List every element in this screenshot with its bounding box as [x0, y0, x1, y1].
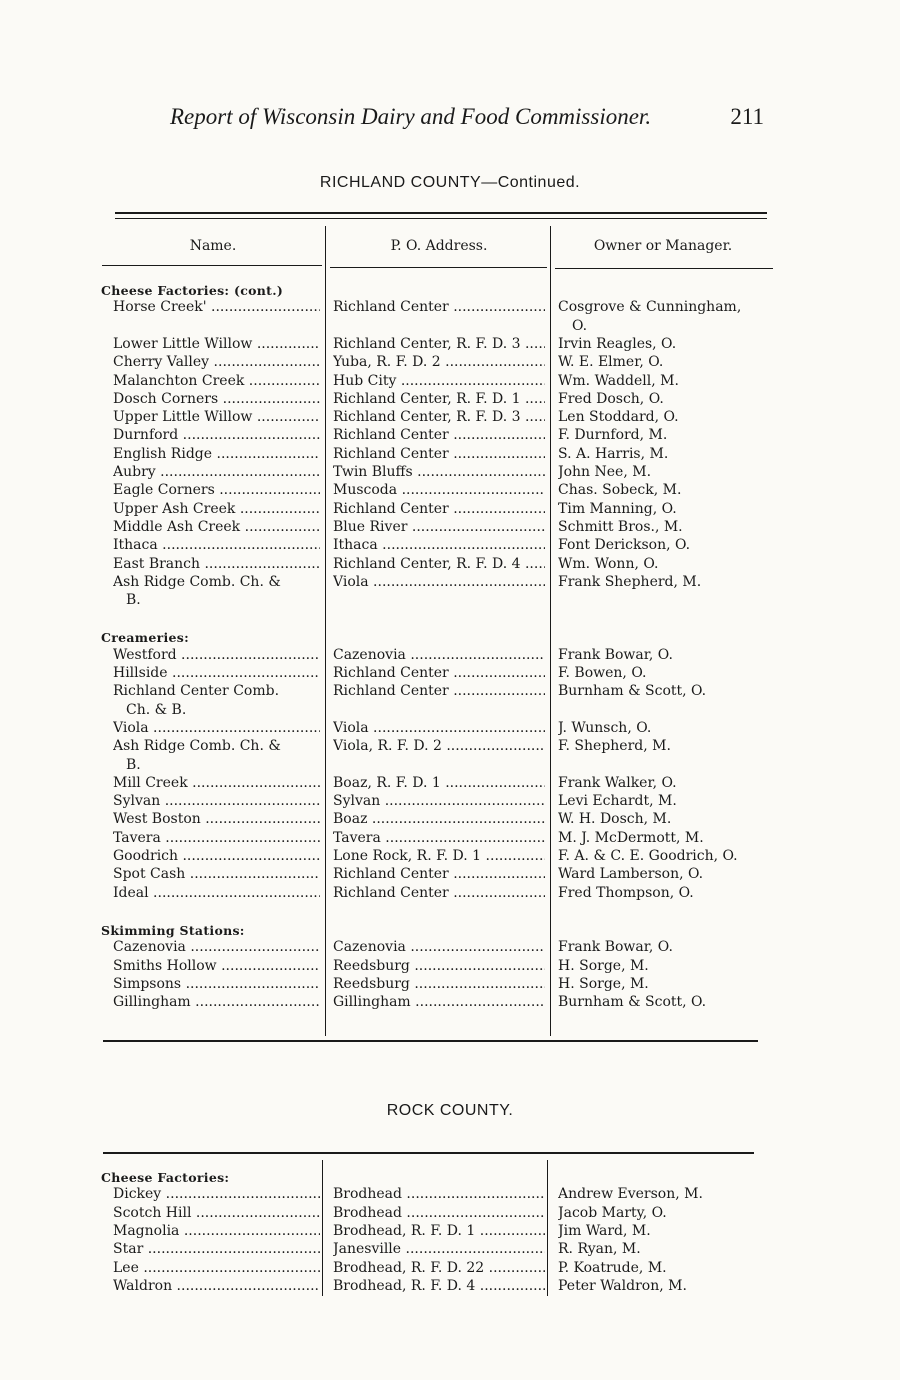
row-name: East Branch .....: [113, 556, 320, 572]
row-owner: Frank Bowar, O.: [558, 939, 673, 956]
row-name: Goodrich .....: [113, 848, 320, 864]
row-owner: Frank Bowar, O.: [558, 646, 673, 663]
row-name: Star .....: [113, 1241, 320, 1257]
row-address: Richland Center .....: [333, 446, 545, 462]
row-name: Ideal .....: [113, 885, 320, 901]
table-row: [0, 409, 900, 427]
row-name: Lower Little Willow .....: [113, 336, 320, 352]
row-name: Westford .....: [113, 647, 320, 663]
row-address: Viola .....: [333, 720, 545, 736]
header-underline-owner: [555, 268, 773, 269]
row-owner: Irvin Reagles, O.: [558, 335, 677, 352]
row-owner: Frank Walker, O.: [558, 774, 677, 791]
row-name: Waldron .....: [113, 1278, 320, 1294]
row-address: Yuba, R. F. D. 2 .....: [333, 354, 545, 370]
row-address: Sylvan .....: [333, 793, 545, 809]
row-name: Richland Center Comb.: [113, 683, 280, 700]
row-address: Blue River .....: [333, 519, 545, 535]
row-address: Hub City .....: [333, 373, 545, 389]
row-owner: Jim Ward, M.: [558, 1222, 651, 1239]
row-owner: H. Sorge, M.: [558, 957, 649, 974]
section-label: Creameries:: [101, 630, 190, 646]
row-name-continued: B.: [126, 592, 141, 609]
row-owner: Font Derickson, O.: [558, 537, 691, 554]
row-owner: Ward Lamberson, O.: [558, 866, 704, 883]
row-address: Lone Rock, R. F. D. 1 .....: [333, 848, 545, 864]
row-owner: John Nee, M.: [558, 464, 652, 480]
row-address: Reedsburg .....: [333, 976, 545, 992]
rock-county-title: ROCK COUNTY.: [386, 1102, 514, 1119]
row-name: Scotch Hill .....: [113, 1205, 320, 1221]
richland-bottom-rule: [103, 1040, 758, 1042]
row-address: Richland Center, R. F. D. 1 .....: [333, 391, 545, 407]
row-name: Ithaca .....: [113, 537, 320, 553]
row-address: Brodhead .....: [333, 1205, 545, 1221]
row-address: Tavera .....: [333, 830, 545, 846]
row-address: Cazenovia .....: [333, 939, 545, 955]
row-address: Richland Center, R. F. D. 4 .....: [333, 556, 545, 572]
table-row: [0, 373, 900, 391]
row-name: English Ridge .....: [113, 446, 320, 462]
row-address: Richland Center .....: [333, 866, 545, 882]
column-header-owner: Owner or Manager.: [593, 238, 733, 254]
report-title: Report of Wisconsin Dairy and Food Commissioner.: [170, 104, 652, 129]
row-address: Muscoda .....: [333, 482, 545, 498]
row-name: Sylvan .....: [113, 793, 320, 809]
row-address: Richland Center, R. F. D. 3 .....: [333, 409, 545, 425]
table-row: [0, 391, 900, 409]
row-name: Aubry .....: [113, 464, 320, 480]
row-name: Middle Ash Creek .....: [113, 519, 320, 535]
row-owner: W. H. Dosch, M.: [558, 811, 672, 828]
row-address: Reedsburg .....: [333, 958, 545, 974]
row-address: Brodhead, R. F. D. 1 .....: [333, 1223, 545, 1239]
row-owner: Len Stoddard, O.: [558, 409, 679, 426]
table-row: [0, 793, 900, 811]
table-row: [0, 519, 900, 537]
row-address: Richland Center .....: [333, 427, 545, 443]
row-name: Cazenovia .....: [113, 939, 320, 955]
rock-top-rule: [103, 1152, 754, 1154]
row-owner: M. J. McDermott, M.: [558, 829, 704, 846]
row-owner: Burnham & Scott, O.: [558, 994, 707, 1011]
row-address: Richland Center .....: [333, 299, 545, 315]
row-owner: Frank Shepherd, M.: [558, 573, 702, 590]
table-row: [0, 482, 900, 500]
row-name: Gillingham .....: [113, 994, 320, 1010]
row-owner: Andrew Everson, M.: [558, 1186, 703, 1203]
row-owner: Peter Waldron, M.: [558, 1277, 687, 1294]
row-name: Malanchton Creek .....: [113, 373, 320, 389]
running-header: [170, 104, 770, 130]
table-row: [0, 775, 900, 793]
row-address: Cazenovia .....: [333, 647, 545, 663]
table-row: [0, 994, 900, 1012]
table-row: [0, 939, 900, 957]
row-address: Boaz .....: [333, 811, 545, 827]
table-row: [0, 556, 900, 574]
row-address: Richland Center .....: [333, 683, 545, 699]
table-row: [0, 336, 900, 354]
row-owner: S. A. Harris, M.: [558, 445, 669, 462]
row-owner: P. Koatrude, M.: [558, 1259, 667, 1276]
row-name: Hillside .....: [113, 665, 320, 681]
table-row: [0, 1260, 900, 1278]
table-row: [0, 537, 900, 555]
row-name: Cherry Valley .....: [113, 354, 320, 370]
table-row: [0, 683, 900, 701]
row-address: Twin Bluffs .....: [333, 464, 545, 480]
row-name: Upper Little Willow .....: [113, 409, 320, 425]
table-row: [0, 427, 900, 445]
row-owner: F. Bowen, O.: [558, 665, 647, 681]
table-row: [0, 574, 900, 592]
row-name: Eagle Corners .....: [113, 482, 320, 498]
row-owner: Wm. Wonn, O.: [558, 555, 659, 572]
row-owner: Jacob Marty, O.: [558, 1204, 667, 1221]
table-row: [0, 446, 900, 464]
row-owner: H. Sorge, M.: [558, 975, 649, 992]
page-number: 211: [730, 104, 764, 129]
row-name: Horse Creek' .....: [113, 299, 320, 315]
row-owner: F. Shepherd, M.: [558, 738, 671, 755]
row-address: Gillingham .....: [333, 994, 545, 1010]
row-owner: Wm. Waddell, M.: [558, 372, 679, 389]
table-row: [0, 866, 900, 884]
row-address: Viola .....: [333, 574, 545, 590]
table-row: [0, 501, 900, 519]
row-owner: F. Durnford, M.: [558, 427, 668, 444]
table-row: [0, 647, 900, 665]
table-row: [0, 885, 900, 903]
row-owner: R. Ryan, M.: [558, 1241, 641, 1258]
row-name: Dosch Corners .....: [113, 391, 320, 407]
row-name: Upper Ash Creek .....: [113, 501, 320, 517]
row-name: Dickey .....: [113, 1186, 320, 1202]
row-owner: Schmitt Bros., M.: [558, 518, 683, 535]
row-owner: Levi Echardt, M.: [558, 793, 677, 810]
table-row: [0, 1223, 900, 1241]
table-row: [0, 1278, 900, 1296]
row-address: Boaz, R. F. D. 1 .....: [333, 775, 545, 791]
row-address: Richland Center .....: [333, 501, 545, 517]
row-address: Brodhead, R. F. D. 4 .....: [333, 1278, 545, 1294]
row-address: Ithaca .....: [333, 537, 545, 553]
row-owner: Fred Thompson, O.: [558, 884, 694, 901]
row-owner: Tim Manning, O.: [558, 500, 677, 517]
table-row: [0, 848, 900, 866]
row-address: Brodhead .....: [333, 1186, 545, 1202]
table-row: [0, 830, 900, 848]
row-address: Janesville .....: [333, 1241, 545, 1257]
table-row: [0, 976, 900, 994]
top-double-rule-2: [115, 218, 767, 219]
table-row: [0, 1205, 900, 1223]
table-row: [0, 1241, 900, 1259]
row-name: West Boston .....: [113, 811, 320, 827]
column-header-address: P. O. Address.: [390, 238, 488, 254]
row-name: Lee .....: [113, 1260, 320, 1276]
table-row: [0, 665, 900, 683]
row-owner-continued: O.: [572, 317, 588, 334]
row-owner: F. A. & C. E. Goodrich, O.: [558, 848, 738, 864]
table-row: [0, 464, 900, 482]
header-underline-name: [102, 265, 322, 266]
row-name: Ash Ridge Comb. Ch. &: [113, 738, 281, 755]
section-label: Cheese Factories: (cont.): [101, 283, 284, 298]
row-address: Richland Center, R. F. D. 3 .....: [333, 336, 545, 352]
row-name: Viola .....: [113, 720, 320, 736]
row-owner: W. E. Elmer, O.: [558, 354, 664, 371]
row-address: Richland Center .....: [333, 885, 545, 901]
richland-county-title: RICHLAND COUNTY—Continued.: [319, 174, 581, 191]
row-name: Ash Ridge Comb. Ch. &: [113, 573, 281, 590]
row-owner: Cosgrove & Cunningham,: [558, 299, 742, 316]
table-row: [0, 1186, 900, 1204]
row-name: Durnford .....: [113, 427, 320, 443]
table-row: [0, 958, 900, 976]
row-name: Magnolia .....: [113, 1223, 320, 1239]
section-label: Cheese Factories:: [101, 1170, 230, 1185]
row-address: Viola, R. F. D. 2 .....: [333, 738, 545, 754]
header-underline-address: [330, 267, 547, 268]
row-owner: J. Wunsch, O.: [558, 719, 652, 736]
row-name: Mill Creek .....: [113, 775, 320, 791]
row-owner: Burnham & Scott, O.: [558, 683, 707, 700]
table-row: [0, 720, 900, 738]
row-owner: Fred Dosch, O.: [558, 390, 664, 407]
row-name: Simpsons .....: [113, 976, 320, 992]
row-name-continued: Ch. & B.: [126, 701, 187, 718]
row-name: Smiths Hollow .....: [113, 958, 320, 974]
column-header-name: Name.: [189, 238, 237, 254]
section-label: Skimming Stations:: [101, 922, 245, 938]
table-row: [0, 299, 900, 317]
table-row: [0, 354, 900, 372]
row-owner: Chas. Sobeck, M.: [558, 482, 682, 499]
table-row: [0, 811, 900, 829]
row-name: Spot Cash .....: [113, 866, 320, 882]
top-double-rule-1: [115, 212, 767, 214]
row-name: Tavera .....: [113, 830, 320, 846]
table-row: [0, 738, 900, 756]
row-address: Richland Center .....: [333, 665, 545, 681]
row-name-continued: B.: [126, 756, 141, 773]
row-address: Brodhead, R. F. D. 22 .....: [333, 1260, 545, 1276]
